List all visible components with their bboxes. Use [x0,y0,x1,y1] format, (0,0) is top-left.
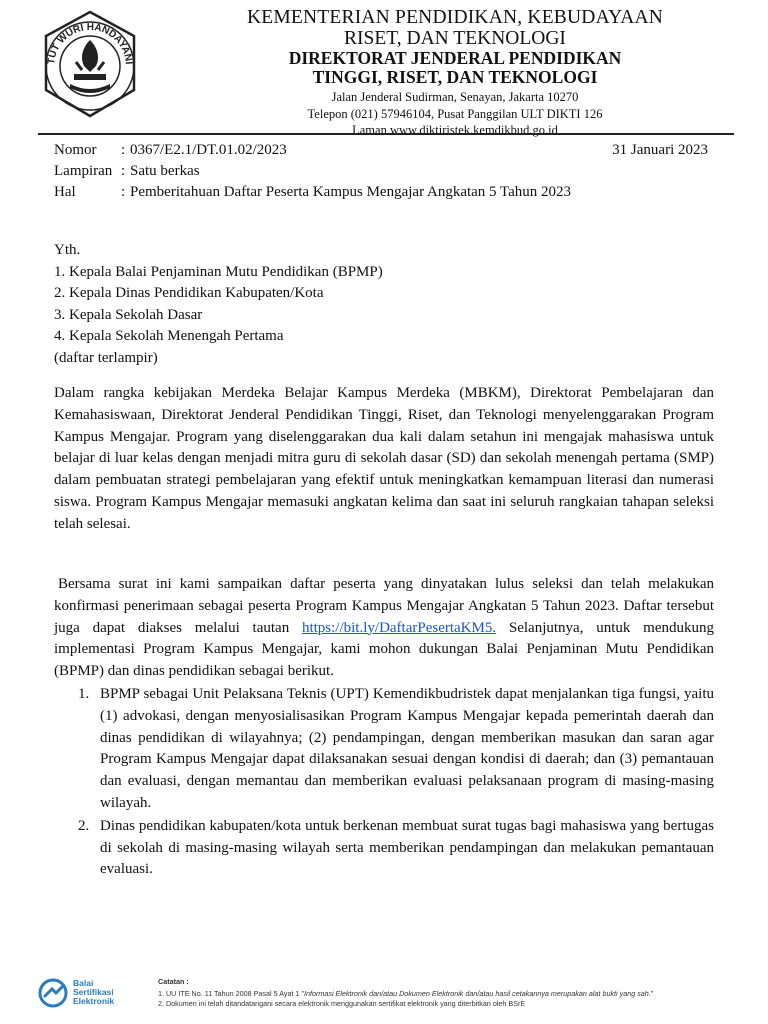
bsre-line: Elektronik [73,996,115,1006]
tut-wuri-handayani-logo [36,10,144,118]
body-paragraph-2 [54,574,714,683]
note-1-quote: Informasi Elektronik dan/atau Dokumen Elektronik dan/atau hasil cetakannya merupakan alat bukti yang sah. [304,989,651,998]
address: Jalan Jenderal Sudirman, Senayan, Jakarta 10270 [331,90,579,104]
nomor-label: Nomor [54,142,97,158]
letter-date: 31 Januari 2023 [612,142,708,158]
recipient-item: 1. Kepala Balai Penjaminan Mutu Pendidikan (BPMP) [54,263,383,280]
note-1-suffix: " [650,989,654,998]
lampiran-row [54,161,708,182]
note-2: 2. Dokumen ini telah ditandatangani secara elektronik menggunakan sertifikat elektronik yang diterbitkan oleh BSrE [158,999,526,1008]
directorate-line1: DIREKTORAT JENDERAL PENDIDIKAN [288,48,622,68]
notes-title: Catatan : [158,977,189,986]
recipient-item: 4. Kepala Sekolah Menengah Pertama [54,328,284,344]
hal-label: Hal [54,184,76,200]
list-item-text: BPMP sebagai Unit Pelaksana Teknis (UPT) Kemendikbudristek dapat menjalankan tiga fungsi, yaitu (1) advokasi, dengan menyosialisasikan Program Kampus Mengajar kepada pemerintah daerah dan dinas pendidikan di wilayahnya; (2) pendampingan, dengan memberikan masukan dan saran agar Program Kampus Mengajar dapat dilaksanakan sesuai dengan kondisi di daerah; dan (3) pemantauan dan evaluasi, dengan memantau dan memberikan evaluasi pelaksanaan program di masing-masing wilayah. [100,686,714,811]
phone: Telepon (021) 57946104, Pusat Panggilan ULT DIKTI 126 [307,106,603,121]
hal-row [54,182,708,203]
list-item-number: 1. [78,686,90,702]
footer-notes [158,977,653,1009]
ministry-name-line1: KEMENTERIAN PENDIDIKAN, KEBUDAYAAN [246,7,664,28]
bsre-line: Balai [73,978,94,988]
recipient-item: 2. Kepala Dinas Pendidikan Kabupaten/Kota [54,285,324,301]
website: Laman www.diktiristek.kemdikbud.go.id [352,123,558,137]
bsre-line: Sertifikasi [73,987,114,997]
letterhead [190,8,720,137]
salutation: Yth. [54,242,81,258]
lampiran-label: Lampiran [54,163,113,179]
hal-value: Pemberitahuan Daftar Peserta Kampus Mengajar Angkatan 5 Tahun 2023 [130,184,572,200]
ministry-name-line2: RISET, DAN TEKNOLOGI [344,27,566,49]
nomor-row [54,140,708,161]
bsre-logo-icon [38,978,68,1008]
recipient-note: (daftar terlampir) [54,349,158,366]
paragraph-2-text-after: Selanjutnya, untuk mendukung implementasi Program Kampus Mengajar, kami mohon dukungan Balai Penjaminan Mutu Pendidikan (BPMP) dan dinas pendidikan sebagai berikut. [54,619,714,680]
letter-meta [54,140,708,203]
body-paragraph-1: Dalam rangka kebijakan Merdeka Belajar Kampus Merdeka (MBKM), Direktorat Pembelajaran dan Kemahasiswaan, Direktorat Jenderal Pendidikan Tinggi, Riset, dan Teknologi menyelenggarakan Program Kampus Mengajar. Program yang diselenggarakan dua kali dalam setahun ini mengajak mahasiswa untuk belajar di luar kelas dengan menjadi mitra guru di sekolah dasar (SD) dan sekolah menengah pertama (SMP) dalam pembuatan strategi pembelajaran yang efektif untuk meningkatkan kemampuan literasi dan numerasi siswa. Program Kampus Mengajar memasuki angkatan kelima dan saat ini seluruh rangkaian tahapan seleksi telah selesai. [54,385,714,532]
list-item-number: 2. [78,817,90,834]
lampiran-colon: : [121,163,126,179]
logo-motto: TUT WURI HANDAYANI [45,21,134,65]
note-1 [158,989,653,999]
support-list [78,684,714,882]
directorate-line2: TINGGI, RISET, DAN TEKNOLOGI [312,66,598,87]
letterhead-divider [38,133,734,135]
note-1-prefix: 1. UU ITE No. 11 Tahun 2008 Pasal 5 Ayat 1 " [158,989,304,998]
participant-list-link[interactable]: https://bit.ly/DaftarPesertaKM5. [301,619,497,636]
list-item [78,684,714,815]
lampiran-value: Satu berkas [130,163,200,179]
list-item-text: Dinas pendidikan kabupaten/kota untuk berkenan membuat surat tugas bagi mahasiswa yang bertugas di sekolah di masing-masing wilayah serta memberikan pendampingan dan melakukan pemantauan evaluasi. [100,817,714,878]
nomor-value: 0367/E2.1/DT.01.02/2023 [130,142,287,158]
list-item [78,816,714,881]
recipients [54,240,383,369]
paragraph-2-text-before: Bersama surat ini kami sampaikan daftar peserta yang dinyatakan lulus seleksi dan telah melakukan konfirmasi penerimaan sebagai peserta Program Kampus Mengajar Angkatan 5 Tahun 2023. Daftar tersebut juga dapat diakses melalui tautan [54,576,714,636]
recipient-item: 3. Kepala Sekolah Dasar [54,306,203,323]
hal-colon: : [121,184,126,200]
nomor-colon: : [121,142,126,158]
bsre-label [73,979,114,1006]
